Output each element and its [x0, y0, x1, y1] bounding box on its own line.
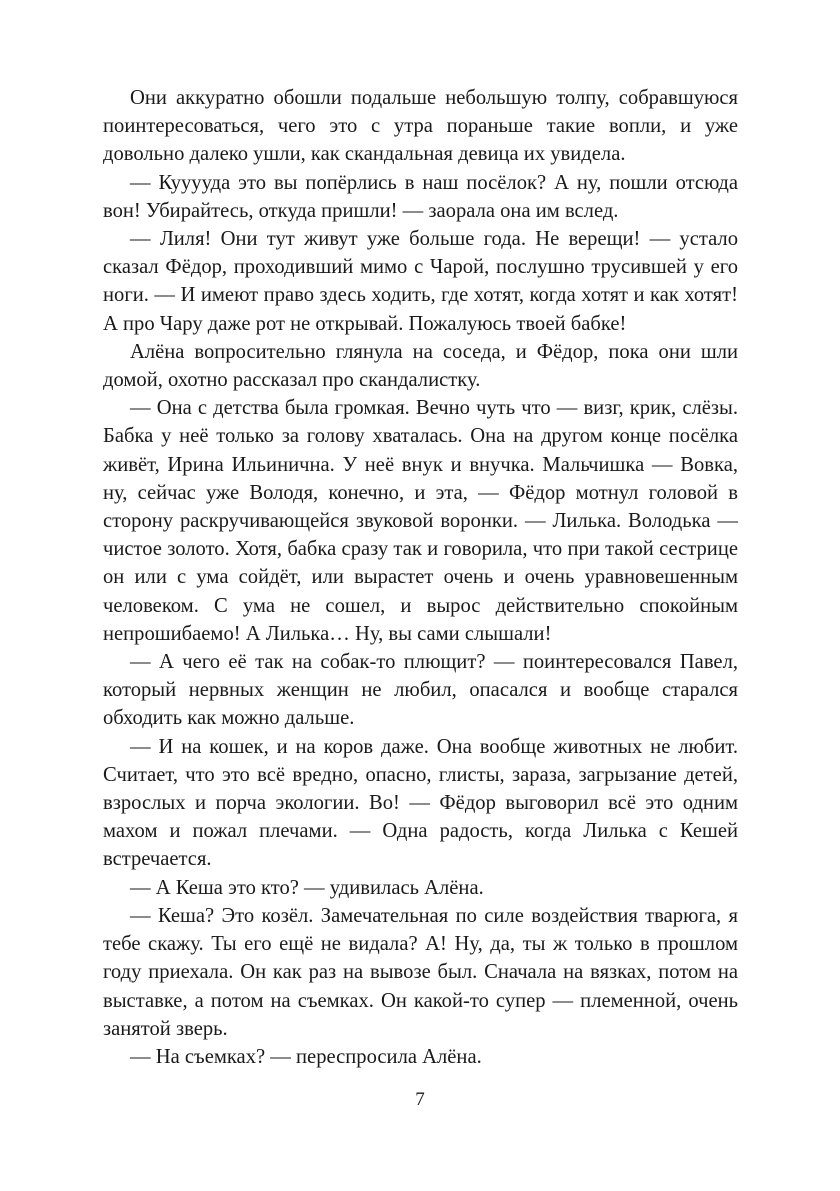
paragraph: — Лиля! Они тут живут уже больше года. Не верещи! — устало сказал Фёдор, проходивший мимо с Чарой, послушно трусившей у его ноги. — И имеют право здесь ходить, где хотят, когда хотят и как хотят! А про Чару даже рот не открывай. Пожалуюсь твоей бабке! — [103, 228, 738, 335]
page-body — [103, 84, 738, 1071]
paragraph: — Кууууда это вы попёрлись в наш посёлок? А ну, пошли отсюда вон! Убирайтесь, откуда пришли! — заорала она им вслед. — [103, 171, 738, 222]
paragraph: — На съемках? — переспросила Алёна. — [130, 1045, 482, 1068]
paragraph: Алёна вопросительно глянула на соседа, и Фёдор, пока они шли домой, охотно рассказал про скандалистку. — [103, 340, 738, 392]
paragraph: — А Кеша это кто? — удивилась Алёна. — [130, 876, 484, 899]
paragraph: — Кеша? Это козёл. Замечательная по силе воздействия тварюга, я тебе скажу. Ты его ещё не видала? А! Ну, да, ты ж только в прошлом году приехала. Он как раз на вывозе был. Сначала на вязках, потом на выставке, а потом на съемках. Он какой-то супер — племенной, очень занятой зверь. — [103, 904, 738, 1040]
page-number: 7 — [415, 1089, 425, 1110]
paragraph: — Она с детства была громкая. Вечно чуть что — визг, крик, слёзы. Бабка у неё только за голову хваталась. Она на другом конце посёлка живёт, Ирина Ильинична. У неё внук и внучка. Мальчишка — Вовка, ну, сейчас уже Володя, конечно, и эта, — Фёдор мотнул головой в сторону раскручивающейся звуковой воронки. — Лилька. Володька — чистое золото. Хотя, бабка сразу так и говорила, что при такой сестрице он или с ума сойдёт, или вырастет очень и очень уравновешенным человеком. С ума не сошел, и вырос действительно спокойным непрошибаемо! А Лилька… Ну, вы сами слышали! — [103, 397, 738, 645]
paragraph: — И на кошек, и на коров даже. Она вообще животных не любит. Считает, что это всё вредно, опасно, глисты, зараза, загрызание детей, взрослых и порча экологии. Во! — Фёдор выговорил всё это одним махом и пожал плечами. — Одна радость, когда Лилька с Кешей встречается. — [103, 735, 738, 871]
paragraph: — А чего её так на собак-то плющит? — поинтересовался Павел, который нервных женщин не любил, опасался и вообще старался обходить как можно дальше. — [103, 651, 738, 730]
paragraph: Они аккуратно обошли подальше небольшую толпу, собравшуюся поинтересоваться, чего это с утра пораньше такие вопли, и уже довольно далеко ушли, как скандальная девица их увидела. — [103, 87, 738, 166]
